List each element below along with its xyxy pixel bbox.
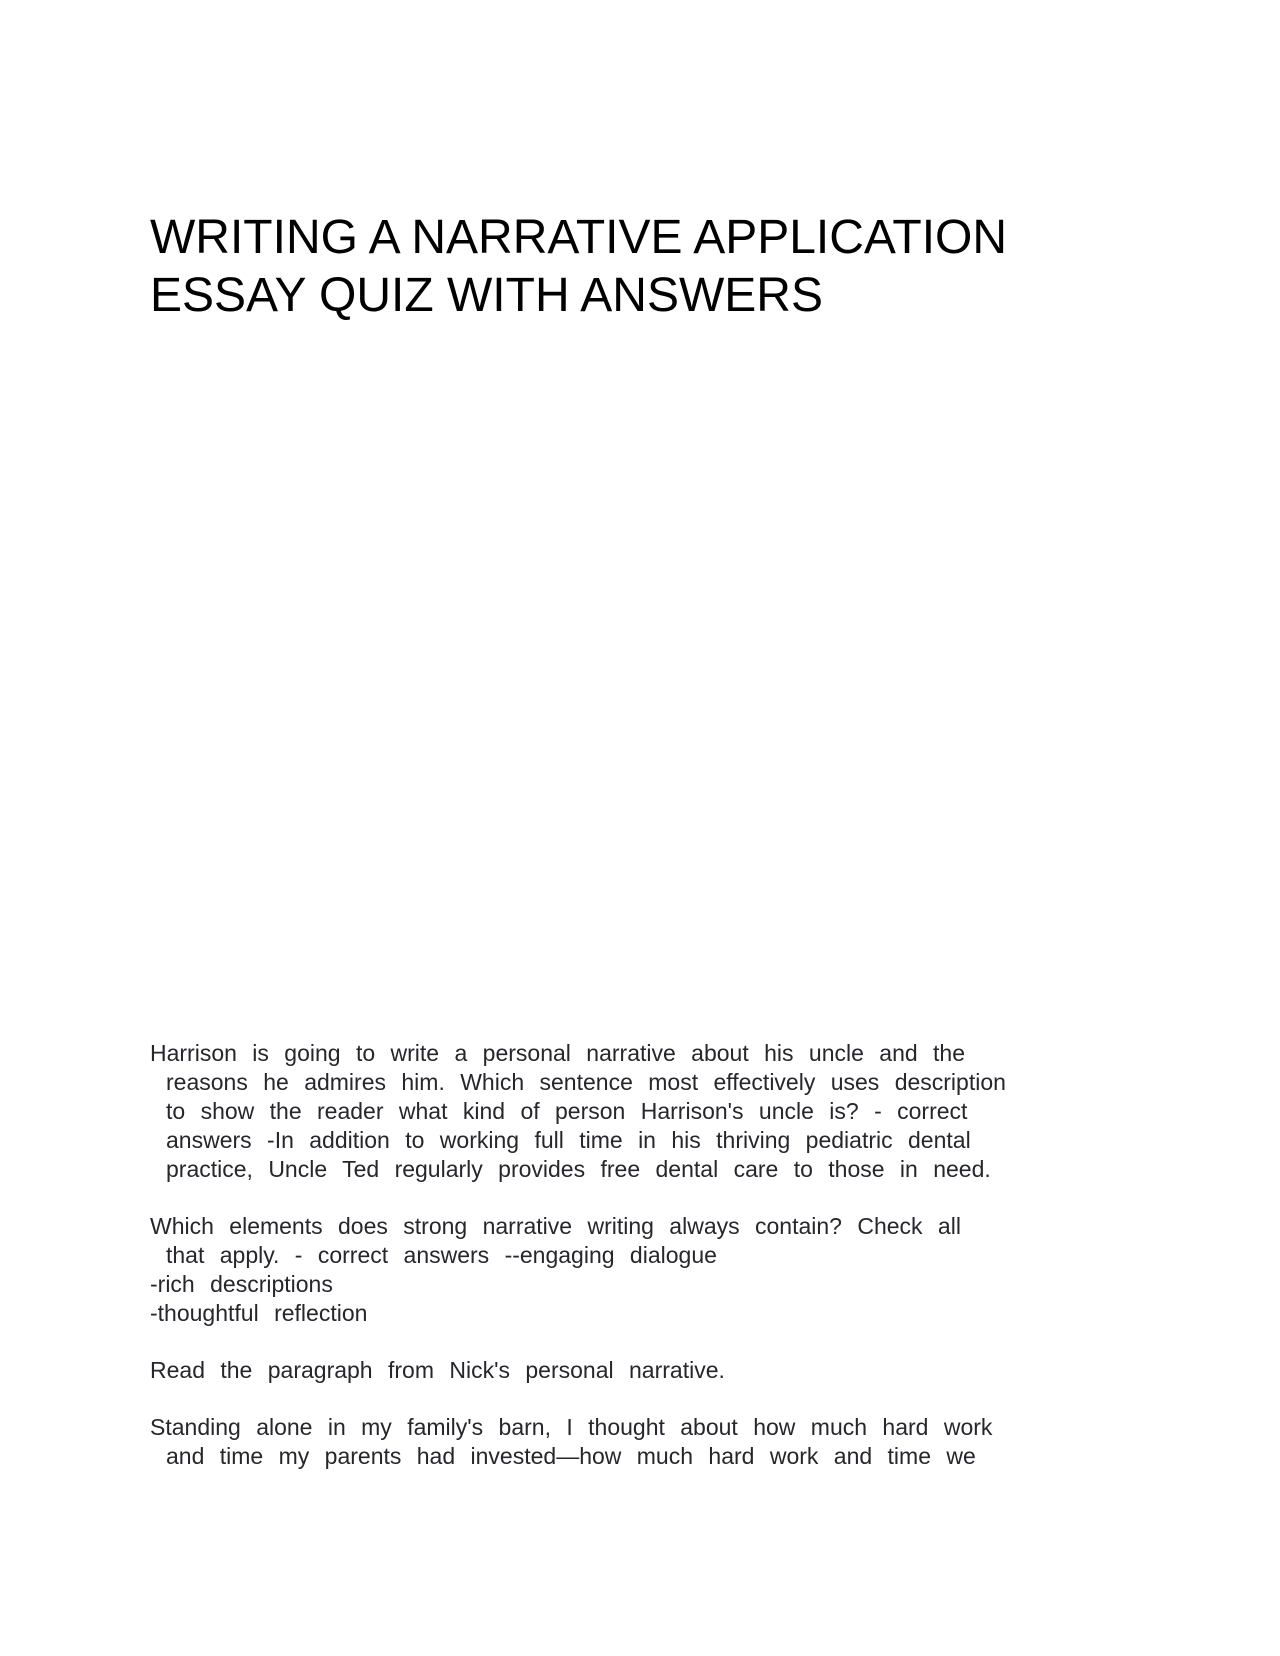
question-paragraph [150,1356,1120,1385]
paragraph-line: -rich descriptions [150,1271,333,1297]
paragraph-line: practice, Uncle Ted regularly provides free dental care to those in need. [166,1156,991,1182]
question-paragraph [150,1039,1120,1184]
paragraph-line: -thoughtful reflection [150,1300,368,1326]
paragraph-line: Harrison is going to write a personal narrative about his uncle and the [150,1040,966,1066]
document-title [150,209,1130,325]
title-line: ESSAY QUIZ WITH ANSWERS [150,269,823,322]
paragraph-line: Standing alone in my family's barn, I thought about how much hard work [150,1414,993,1440]
paragraph-line: Which elements does strong narrative writing always contain? Check all [150,1213,961,1239]
document-body [150,1039,1120,1471]
title-line: WRITING A NARRATIVE APPLICATION [150,211,1008,264]
excerpt-paragraph [150,1413,1120,1471]
paragraph-line: to show the reader what kind of person Harrison's uncle is? - correct [166,1098,968,1124]
paragraph-line: reasons he admires him. Which sentence most effectively uses description [166,1069,1006,1095]
paragraph-line: that apply. - correct answers --engaging dialogue [166,1242,717,1268]
paragraph-line: answers -In addition to working full time in his thriving pediatric dental [166,1127,971,1153]
question-paragraph [150,1212,1120,1328]
paragraph-line: and time my parents had invested—how much hard work and time we [166,1443,976,1469]
paragraph-line: Read the paragraph from Nick's personal narrative. [150,1357,725,1383]
